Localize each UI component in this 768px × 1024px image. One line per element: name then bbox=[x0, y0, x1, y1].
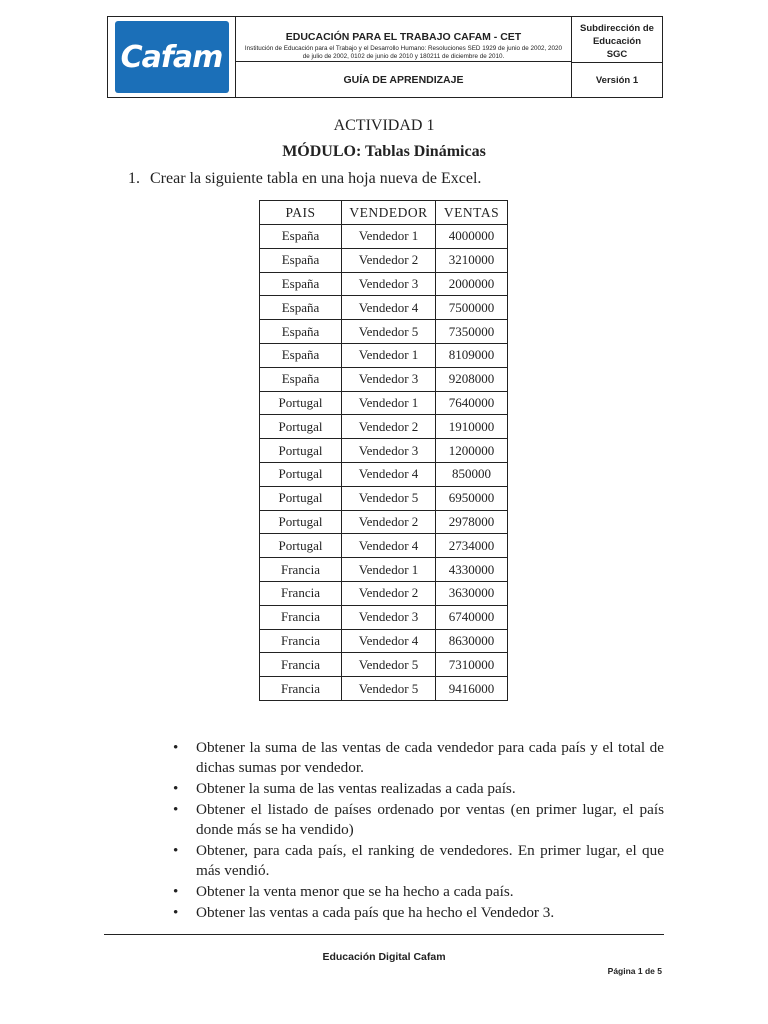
table-row bbox=[260, 296, 508, 320]
subdireccion-block bbox=[572, 17, 662, 63]
cell-pais: Portugal bbox=[260, 534, 342, 558]
cell-pais: Portugal bbox=[260, 510, 342, 534]
cell-vendedor: Vendedor 3 bbox=[342, 439, 436, 463]
cell-vendedor: Vendedor 2 bbox=[342, 415, 436, 439]
cell-vendedor: Vendedor 5 bbox=[342, 677, 436, 701]
table-body bbox=[260, 225, 508, 701]
cell-ventas: 2000000 bbox=[436, 272, 508, 296]
bullet-icon: • bbox=[173, 801, 179, 818]
task-text: Obtener el listado de países ordenado por ventas (en primer lugar, el país donde más se ha vendido) bbox=[196, 801, 664, 838]
cell-pais: España bbox=[260, 225, 342, 249]
cell-pais: Portugal bbox=[260, 462, 342, 486]
step-instruction bbox=[128, 170, 481, 188]
table-row bbox=[260, 653, 508, 677]
table-row bbox=[260, 248, 508, 272]
table-header-row bbox=[260, 201, 508, 225]
cell-vendedor: Vendedor 3 bbox=[342, 605, 436, 629]
table-row bbox=[260, 367, 508, 391]
cell-vendedor: Vendedor 3 bbox=[342, 367, 436, 391]
table-row bbox=[260, 605, 508, 629]
header-pais: PAIS bbox=[260, 201, 342, 225]
table-row bbox=[260, 225, 508, 249]
cell-vendedor: Vendedor 4 bbox=[342, 462, 436, 486]
list-item bbox=[170, 800, 664, 840]
table-row bbox=[260, 486, 508, 510]
cell-ventas: 2978000 bbox=[436, 510, 508, 534]
table-row bbox=[260, 534, 508, 558]
header-center bbox=[236, 17, 572, 97]
table-row bbox=[260, 677, 508, 701]
list-item bbox=[170, 779, 664, 799]
cell-vendedor: Vendedor 1 bbox=[342, 558, 436, 582]
table-row bbox=[260, 272, 508, 296]
cell-vendedor: Vendedor 2 bbox=[342, 581, 436, 605]
cell-ventas: 2734000 bbox=[436, 534, 508, 558]
cell-vendedor: Vendedor 4 bbox=[342, 296, 436, 320]
task-text: Obtener la venta menor que se ha hecho a cada país. bbox=[196, 883, 514, 900]
cell-vendedor: Vendedor 5 bbox=[342, 320, 436, 344]
task-text: Obtener las ventas a cada país que ha hecho el Vendedor 3. bbox=[196, 904, 555, 921]
task-text: Obtener, para cada país, el ranking de vendedores. En primer lugar, el que más vendió. bbox=[196, 842, 664, 879]
document-header bbox=[107, 16, 663, 98]
cell-pais: Francia bbox=[260, 629, 342, 653]
bullet-icon: • bbox=[173, 780, 179, 797]
cell-vendedor: Vendedor 1 bbox=[342, 343, 436, 367]
cell-vendedor: Vendedor 4 bbox=[342, 534, 436, 558]
cell-vendedor: Vendedor 3 bbox=[342, 272, 436, 296]
table-row bbox=[260, 629, 508, 653]
cell-pais: Francia bbox=[260, 581, 342, 605]
cell-vendedor: Vendedor 1 bbox=[342, 391, 436, 415]
cell-pais: España bbox=[260, 272, 342, 296]
subdireccion-line1: Subdirección de bbox=[580, 23, 654, 34]
cell-ventas: 6950000 bbox=[436, 486, 508, 510]
cell-pais: Francia bbox=[260, 677, 342, 701]
module-title: MÓDULO: Tablas Dinámicas bbox=[282, 143, 486, 160]
cell-ventas: 3210000 bbox=[436, 248, 508, 272]
table-row bbox=[260, 558, 508, 582]
guide-label: GUÍA DE APRENDIZAJE bbox=[343, 73, 464, 86]
bullet-icon: • bbox=[173, 883, 179, 900]
cell-pais: España bbox=[260, 320, 342, 344]
list-item bbox=[170, 738, 664, 778]
cafam-logo: Cafam bbox=[115, 21, 229, 93]
cell-vendedor: Vendedor 1 bbox=[342, 225, 436, 249]
footer-text: Educación Digital Cafam bbox=[322, 951, 446, 963]
header-ventas: VENTAS bbox=[436, 201, 508, 225]
cell-pais: España bbox=[260, 248, 342, 272]
logo-cell bbox=[108, 17, 236, 97]
task-list bbox=[170, 738, 664, 924]
page-number: Página 1 de 5 bbox=[607, 966, 662, 976]
cell-ventas: 9208000 bbox=[436, 367, 508, 391]
header-right bbox=[572, 17, 662, 97]
table-row bbox=[260, 439, 508, 463]
cell-pais: Francia bbox=[260, 605, 342, 629]
task-text: Obtener la suma de las ventas realizadas a cada país. bbox=[196, 780, 516, 797]
institution-title: EDUCACIÓN PARA EL TRABAJO CAFAM - CET bbox=[285, 31, 522, 43]
list-item bbox=[170, 841, 664, 881]
institution-resolutions: Institución de Educación para el Trabajo y el Desarrollo Humano: Resoluciones SED 1929 de junio de 2002, 2020 de julio de 2002, 0102 de junio de 2010 y 180211 de diciembre de 2010. bbox=[244, 45, 563, 60]
cell-ventas: 1200000 bbox=[436, 439, 508, 463]
cell-ventas: 4330000 bbox=[436, 558, 508, 582]
cell-pais: Francia bbox=[260, 558, 342, 582]
cell-vendedor: Vendedor 2 bbox=[342, 248, 436, 272]
table-row bbox=[260, 581, 508, 605]
list-item bbox=[170, 903, 664, 923]
cell-vendedor: Vendedor 5 bbox=[342, 653, 436, 677]
cell-ventas: 6740000 bbox=[436, 605, 508, 629]
bullet-icon: • bbox=[173, 904, 179, 921]
cell-pais: Portugal bbox=[260, 439, 342, 463]
cell-pais: España bbox=[260, 367, 342, 391]
cell-vendedor: Vendedor 5 bbox=[342, 486, 436, 510]
list-item bbox=[170, 882, 664, 902]
task-text: Obtener la suma de las ventas de cada vendedor para cada país y el total de dichas sumas por vendedor. bbox=[196, 739, 664, 776]
cell-pais: Portugal bbox=[260, 415, 342, 439]
cell-ventas: 850000 bbox=[436, 462, 508, 486]
bullet-icon: • bbox=[173, 842, 179, 859]
version-label: Versión 1 bbox=[595, 74, 639, 86]
cell-pais: España bbox=[260, 343, 342, 367]
subdireccion-line2: Educación bbox=[592, 36, 642, 47]
institution-block bbox=[236, 17, 571, 62]
step-number: 1. bbox=[128, 170, 140, 187]
cell-vendedor: Vendedor 4 bbox=[342, 629, 436, 653]
cell-ventas: 7350000 bbox=[436, 320, 508, 344]
footer-divider bbox=[104, 934, 664, 935]
table-row bbox=[260, 415, 508, 439]
cell-ventas: 7500000 bbox=[436, 296, 508, 320]
cell-ventas: 3630000 bbox=[436, 581, 508, 605]
cell-pais: España bbox=[260, 296, 342, 320]
bullet-icon: • bbox=[173, 739, 179, 756]
cell-ventas: 7310000 bbox=[436, 653, 508, 677]
activity-title: ACTIVIDAD 1 bbox=[333, 117, 435, 134]
table-row bbox=[260, 320, 508, 344]
table-row bbox=[260, 391, 508, 415]
header-vendedor: VENDEDOR bbox=[342, 201, 436, 225]
table-row bbox=[260, 343, 508, 367]
cell-vendedor: Vendedor 2 bbox=[342, 510, 436, 534]
sales-table bbox=[259, 200, 508, 701]
table-row bbox=[260, 462, 508, 486]
table-row bbox=[260, 510, 508, 534]
cell-ventas: 8630000 bbox=[436, 629, 508, 653]
cell-ventas: 7640000 bbox=[436, 391, 508, 415]
subdireccion-line3: SGC bbox=[606, 49, 628, 60]
cell-ventas: 9416000 bbox=[436, 677, 508, 701]
cell-pais: Francia bbox=[260, 653, 342, 677]
cell-pais: Portugal bbox=[260, 391, 342, 415]
cell-ventas: 4000000 bbox=[436, 225, 508, 249]
cell-ventas: 8109000 bbox=[436, 343, 508, 367]
cell-pais: Portugal bbox=[260, 486, 342, 510]
cell-ventas: 1910000 bbox=[436, 415, 508, 439]
step-text: Crear la siguiente tabla en una hoja nueva de Excel. bbox=[150, 170, 482, 187]
